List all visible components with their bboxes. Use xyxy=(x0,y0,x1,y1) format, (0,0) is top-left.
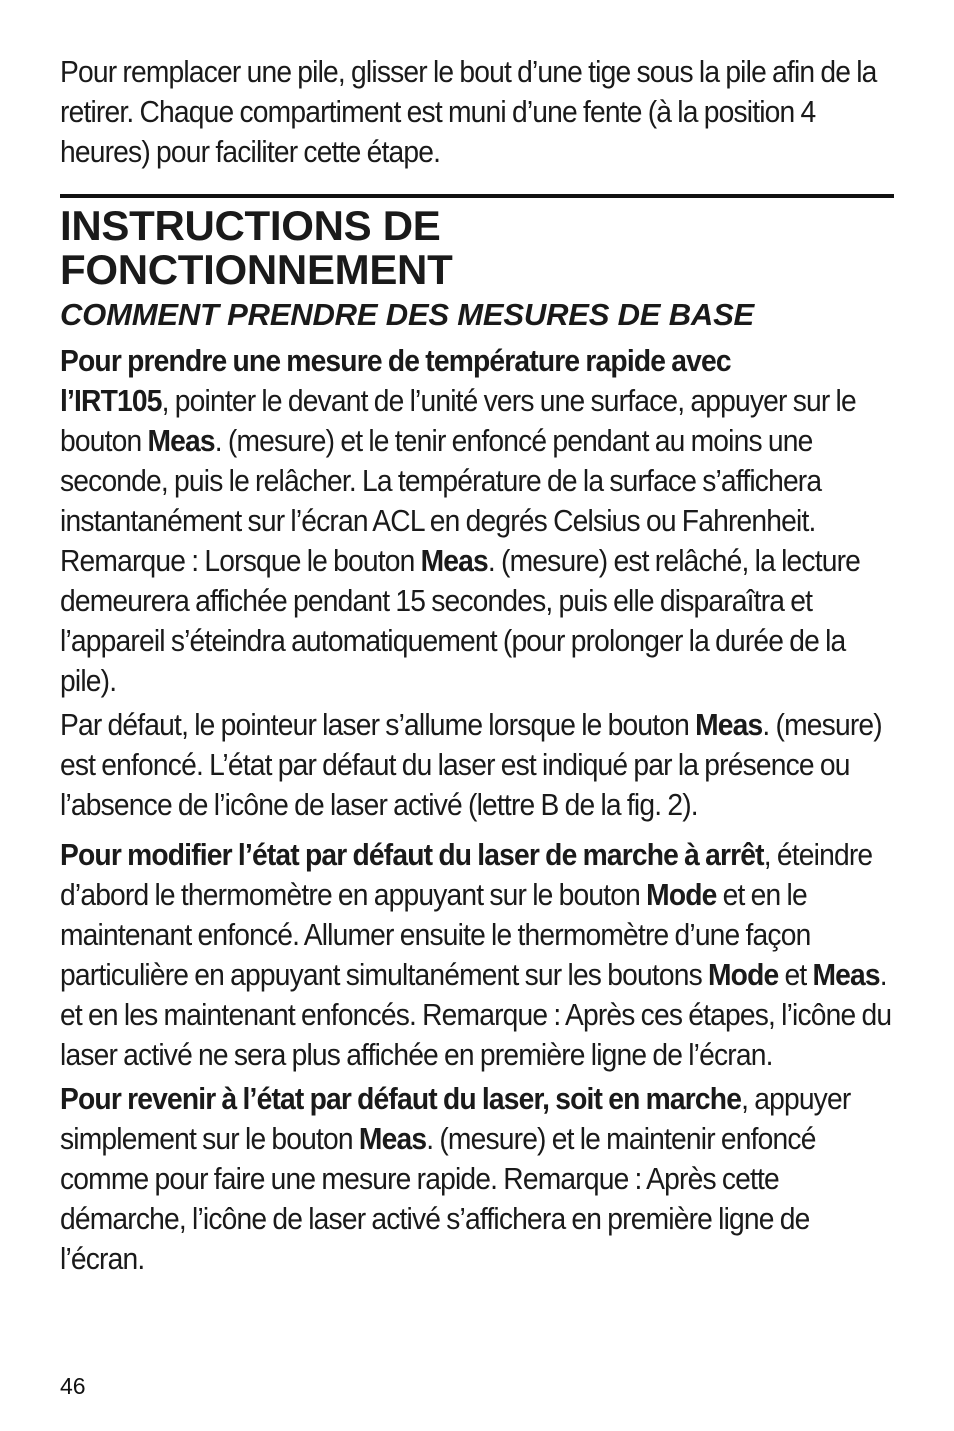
page-number: 46 xyxy=(60,1373,86,1399)
mode-button-ref: Mode xyxy=(707,957,779,992)
paragraph-laser-off xyxy=(60,835,897,1075)
paragraph-quick-measure xyxy=(60,341,897,701)
manual-page xyxy=(60,52,896,1287)
p3-text-4: . et en les maintenant enfoncés. Remarque : Après ces étapes, l’icône du laser activé ne sera plus affichée en première ligne de l’écran. xyxy=(60,957,892,1072)
p3-text-3: et xyxy=(778,957,813,992)
meas-button-ref: Meas xyxy=(812,957,880,992)
quick-measure-lead: Pour prendre une mesure de température rapide avec xyxy=(60,343,731,378)
section-title-line1: INSTRUCTIONS DE xyxy=(60,202,441,249)
intro-text: Pour remplacer une pile, glisser le bout d’une tige sous la pile afin de la retirer. Chaque compartiment est muni d’une fente (à la position 4 heures) pour faciliter cette étape. xyxy=(60,54,877,169)
p1-text-1: , pointer le devant de l’unité vers une surface, appuyer sur le bouton xyxy=(60,383,856,458)
meas-button-ref: Meas xyxy=(695,707,763,742)
laser-on-lead: Pour revenir à l’état par défaut du laser, soit en marche xyxy=(60,1081,742,1116)
laser-off-lead: Pour modifier l’état par défaut du laser de marche à arrêt xyxy=(60,837,764,872)
intro-paragraph xyxy=(60,52,897,172)
section-title-line2: FONCTIONNEMENT xyxy=(60,246,453,293)
p4-text-2: . (mesure) et le maintenir enfoncé comme pour faire une mesure rapide. Remarque : Après cette démarche, l’icône de laser activé s’affichera en première ligne de l’écran. xyxy=(60,1121,816,1276)
model-name: l’IRT105 xyxy=(60,383,162,418)
paragraph-laser-default xyxy=(60,705,897,825)
meas-button-ref: Meas xyxy=(147,423,215,458)
p3-text-1: , éteindre d’abord le thermomètre en appuyant sur le bouton xyxy=(60,837,873,912)
p3-text-2: et en le maintenant enfoncé. Allumer ensuite le thermomètre d’une façon particulière en appuyant simultanément sur les boutons xyxy=(60,877,811,992)
p2-text-1: Par défaut, le pointeur laser s’allume lorsque le bouton xyxy=(60,707,696,742)
p1-text-2: . (mesure) et le tenir enfoncé pendant au moins une seconde, puis le relâcher. La température de la surface s’affichera instantanément sur l’écran ACL en degrés Celsius ou Fahrenheit. Remarque : Lorsque le bouton xyxy=(60,423,822,578)
meas-button-ref: Meas xyxy=(358,1121,427,1156)
paragraph-laser-on xyxy=(60,1079,897,1279)
p1-text-3: . (mesure) est relâché, la lecture demeurera affichée pendant 15 secondes, puis elle disparaîtra et l’appareil s’éteindra automatiquement (pour prolonger la durée de la pile). xyxy=(60,543,861,698)
p2-text-2: . (mesure) est enfoncé. L’état par défaut du laser est indiqué par la présence ou l’absence de l’icône de laser activé (lettre B de la fig. 2). xyxy=(60,707,882,822)
mode-button-ref: Mode xyxy=(646,877,717,912)
meas-button-ref: Meas xyxy=(420,543,488,578)
section-divider xyxy=(60,194,894,198)
p4-text-1: , appuyer simplement sur le bouton xyxy=(60,1081,851,1156)
section-subtitle: COMMENT PRENDRE DES MESURES DE BASE xyxy=(60,297,755,332)
section-title xyxy=(60,204,896,292)
